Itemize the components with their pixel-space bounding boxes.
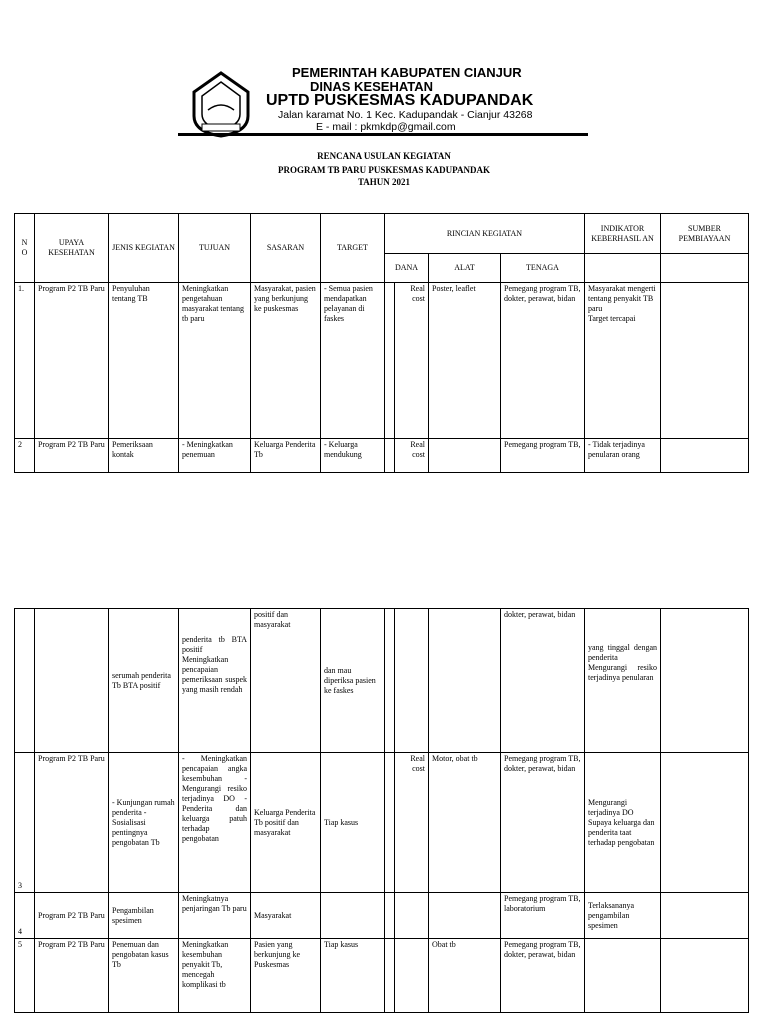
row4-spacer xyxy=(385,893,395,939)
row3-tenaga: Pemegang program TB, dokter, perawat, bidan xyxy=(501,753,585,893)
cont-sumber xyxy=(661,609,749,753)
letterhead-rule xyxy=(178,133,588,136)
row2-dana: Real cost xyxy=(395,439,429,473)
row1-dana: Real cost xyxy=(395,283,429,439)
row5-sumber xyxy=(661,939,749,1013)
cont-spacer xyxy=(385,609,395,753)
row3-alat: Motor, obat tb xyxy=(429,753,501,893)
cont-target: dan mau diperiksa pasien ke faskes xyxy=(321,609,385,753)
row5-upaya: Program P2 TB Paru xyxy=(35,939,109,1013)
row3-jenis: - Kunjungan rumah penderita - Sosialisasi pentingnya pengobatan Tb xyxy=(109,753,179,893)
row5-indikator xyxy=(585,939,661,1013)
row3-tujuan: - Meningkatkan pencapaian angka kesembuhan - Mengurangi resiko terjadinya DO - Penderita dan keluarga patuh terhadap pengobatan xyxy=(179,753,251,893)
row1-indikator-target: Target tercapai xyxy=(588,314,636,323)
cont-alat xyxy=(429,609,501,753)
header-upaya: UPAYA KESEHATAN xyxy=(35,214,109,283)
row4-alat xyxy=(429,893,501,939)
header-target: TARGET xyxy=(321,214,385,283)
cont-sasaran: positif dan masyarakat xyxy=(251,609,321,753)
cont-tenaga: dokter, perawat, bidan xyxy=(501,609,585,753)
table-row xyxy=(15,893,749,939)
header-tenaga: TENAGA xyxy=(501,254,585,283)
row4-no: 4 xyxy=(15,893,35,939)
row2-spacer xyxy=(385,439,395,473)
doc-title-line2: PROGRAM TB PARU PUSKESMAS KADUPANDAK xyxy=(277,165,490,175)
row4-tujuan: Meningkatnya penjaringan Tb paru xyxy=(179,893,251,939)
row4-indikator: Terlaksananya pengambilan spesimen xyxy=(585,893,661,939)
row4-sasaran: Masyarakat xyxy=(251,893,321,939)
row3-spacer xyxy=(385,753,395,893)
cont-dana xyxy=(395,609,429,753)
header-indikator-blank xyxy=(585,254,661,283)
row5-sasaran: Pasien yang berkunjung ke Puskesmas xyxy=(251,939,321,1013)
row1-spacer xyxy=(385,283,395,439)
letterhead-line1: PEMERINTAH KABUPATEN CIANJUR xyxy=(292,65,522,80)
row1-indikator-text: Masyarakat mengerti tentang penyakit TB paru xyxy=(588,284,656,313)
plan-table-page1 xyxy=(14,213,749,473)
row3-indikator: Mengurangi terjadinya DO Supaya keluarga dan penderita taat terhadap pengobatan xyxy=(585,753,661,893)
header-sumber-blank xyxy=(661,254,749,283)
row2-no: 2 xyxy=(15,439,35,473)
letterhead-address: Jalan karamat No. 1 Kec. Kadupandak - Cianjur 43268 xyxy=(278,109,533,121)
row5-jenis: Penemuan dan pengobatan kasus Tb xyxy=(109,939,179,1013)
row2-sumber xyxy=(661,439,749,473)
row2-tenaga: Pemegang program TB, xyxy=(501,439,585,473)
row2-target: - Keluarga mendukung xyxy=(321,439,385,473)
letterhead-line3: UPTD PUSKESMAS KADUPANDAK xyxy=(266,92,534,109)
row1-sumber xyxy=(661,283,749,439)
row2-indikator: - Tidak terjadinya penularan orang xyxy=(585,439,661,473)
row4-sumber xyxy=(661,893,749,939)
header-rincian: RINCIAN KEGIATAN xyxy=(385,214,585,254)
row1-jenis: Penyuluhan tentang TB xyxy=(109,283,179,439)
header-sumber: SUMBER PEMBIAYAAN xyxy=(661,214,749,254)
row5-tenaga: Pemegang program TB, dokter, perawat, bidan xyxy=(501,939,585,1013)
cont-indikator: yang tinggal dengan penderita Mengurangi resiko terjadinya penularan xyxy=(585,609,661,753)
row2-jenis: Pemeriksaan kontak xyxy=(109,439,179,473)
row4-dana xyxy=(395,893,429,939)
row3-target: Tiap kasus xyxy=(321,753,385,893)
row4-tenaga: Pemegang program TB, laboratorium xyxy=(501,893,585,939)
doc-title-line3: TAHUN 2021 xyxy=(357,177,411,187)
row5-tujuan: Meningkatkan kesembuhan penyakit Tb, mencegah komplikasi tb xyxy=(179,939,251,1013)
plan-table-page2 xyxy=(14,608,749,1013)
header-no: N O xyxy=(15,214,35,283)
row1-tujuan: Meningkatkan pengetahuan masyarakat tentang tb paru xyxy=(179,283,251,439)
letterhead-email: E - mail : pkmkdp@gmail.com xyxy=(316,121,456,133)
cont-jenis: serumah penderita Tb BTA positif xyxy=(109,609,179,753)
table-row xyxy=(15,283,749,439)
cont-upaya xyxy=(35,609,109,753)
row5-target: Tiap kasus xyxy=(321,939,385,1013)
row1-sasaran: Masyarakat, pasien yang berkunjung ke puskesmas xyxy=(251,283,321,439)
row3-sumber xyxy=(661,753,749,893)
row5-alat: Obat tb xyxy=(429,939,501,1013)
header-tujuan: TUJUAN xyxy=(179,214,251,283)
header-dana: DANA xyxy=(385,254,429,283)
regency-logo xyxy=(190,70,252,138)
header-indikator: INDIKATOR KEBERHASIL AN xyxy=(585,214,661,254)
table-row xyxy=(15,753,749,893)
header-sasaran: SASARAN xyxy=(251,214,321,283)
header-jenis: JENIS KEGIATAN xyxy=(109,214,179,283)
row1-upaya: Program P2 TB Paru xyxy=(35,283,109,439)
row2-tujuan: - Meningkatkan penemuan xyxy=(179,439,251,473)
row5-dana xyxy=(395,939,429,1013)
cont-tujuan: penderita tb BTA positif Meningkatkan pencapaian pemeriksaan suspek yang masih rendah xyxy=(179,609,251,753)
row2-sasaran: Keluarga Penderita Tb xyxy=(251,439,321,473)
letterhead-line2: DINAS KESEHATAN xyxy=(310,79,434,94)
row2-alat xyxy=(429,439,501,473)
cont-no xyxy=(15,609,35,753)
row5-spacer xyxy=(385,939,395,1013)
row1-indikator xyxy=(585,283,661,439)
row4-target xyxy=(321,893,385,939)
row3-dana: Real cost xyxy=(395,753,429,893)
header-alat: ALAT xyxy=(429,254,501,283)
row2-upaya: Program P2 TB Paru xyxy=(35,439,109,473)
table-row xyxy=(15,609,749,753)
row1-alat: Poster, leaflet xyxy=(429,283,501,439)
row3-upaya: Program P2 TB Paru xyxy=(35,753,109,893)
row1-no: 1. xyxy=(15,283,35,439)
table-row xyxy=(15,439,749,473)
row3-sasaran: Keluarga Penderita Tb positif dan masyarakat xyxy=(251,753,321,893)
row3-no: 3 xyxy=(15,753,35,893)
table-row xyxy=(15,939,749,1013)
row4-jenis: Pengambilan spesimen xyxy=(109,893,179,939)
row4-upaya: Program P2 TB Paru xyxy=(35,893,109,939)
row1-target: - Semua pasien mendapatkan pelayanan di faskes xyxy=(321,283,385,439)
row1-tenaga: Pemegang program TB, dokter, perawat, bidan xyxy=(501,283,585,439)
row5-no: 5 xyxy=(15,939,35,1013)
doc-title-line1: RENCANA USULAN KEGIATAN xyxy=(317,151,451,161)
